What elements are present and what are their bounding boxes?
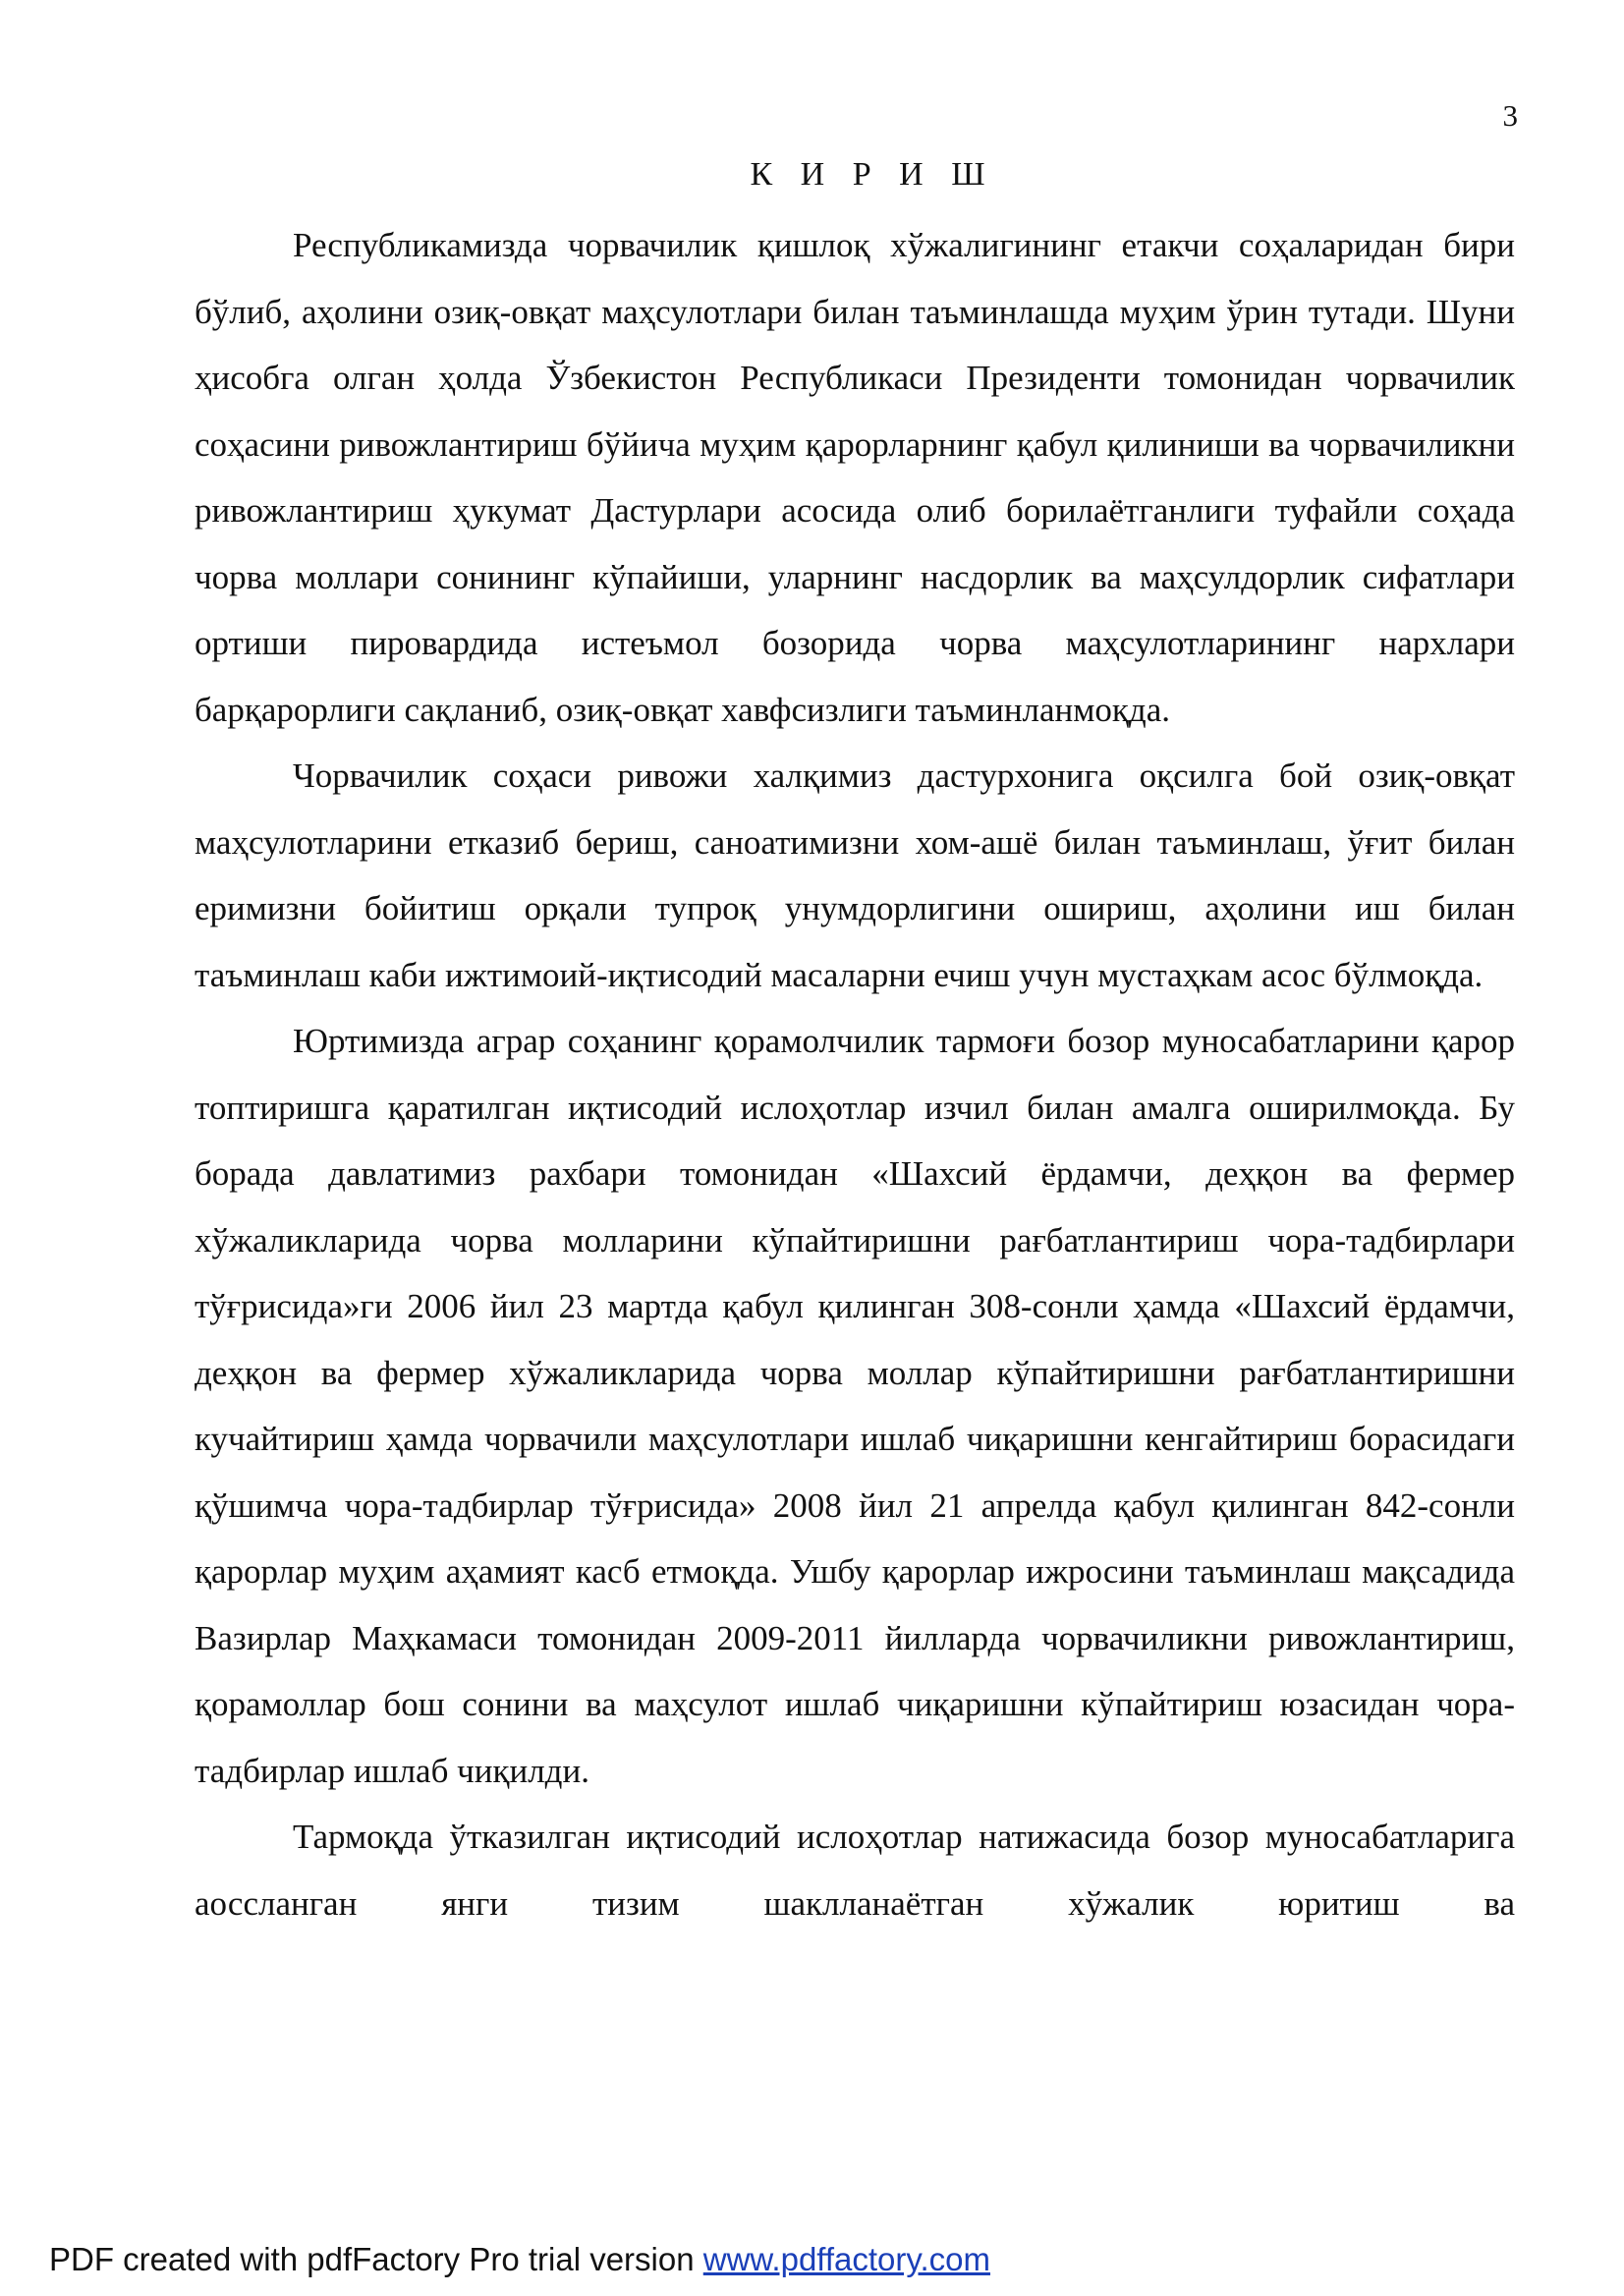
paragraph-reforms: Юртимизда аграр соҳанинг қорамолчилик тармоғи бозор муносабатларини қарор топтиришга қаратилган иқтисодий ислоҳотлар изчил билан амалга оширилмоқда. Бу борада давлатимиз рахбари томонидан «Шахсий ёрдамчи, деҳқон ва фермер хўжаликларида чорва молларини кўпайтиришни рағбатлантириш чора-тадбирлари тўғрисида»ги 2006 йил 23 мартда қабул қилинган 308-сонли ҳамда «Шахсий ёрдамчи, деҳқон ва фермер хўжаликларида чорва моллар кўпайтиришни рағбатлантиришни кучайтириш ҳамда чорвачили маҳсулотлари ишлаб чиқаришни кенгайтириш борасидаги қўшимча чора-тадбирлар тўғрисида» 2008 йил 21 апрелда қабул қилинган 842-сонли қарорлар муҳим аҳамият касб етмоқда. Ушбу қарорлар ижросини таъминлаш мақсадида Вазирлар Маҳкамаси томонидан 2009-2011 йилларда чорвачиликни ривожлантириш, қорамоллар бош сонини ва маҳсулот ишлаб чиқаришни кўпайтириш юзасидан чора-тадбирлар ишлаб чиқилди. xyxy=(195,1022,1515,1790)
paragraph-livestock-development: Чорвачилик соҳаси ривожи халқимиз дастурхонига оқсилга бой озиқ-овқат маҳсулотларини етказиб бериш, саноатимизни хом-ашё билан таъминлаш, ўғит билан еримизни бойитиш орқали тупроқ унумдорлигини ошириш, аҳолини иш билан таъминлаш каби ижтимоий-иқтисодий масаларни ечиш учун мустаҳкам асос бўлмоқда. xyxy=(195,756,1515,994)
paragraph-economic-reforms: Тармоқда ўтказилган иқтисодий ислоҳотлар натижасида бозор муносабатларига аоссланган янги тизим шаклланаётган хўжалик юритиш ва xyxy=(195,1818,1515,1923)
page-number: 3 xyxy=(1502,98,1518,133)
document-body xyxy=(195,147,1515,1936)
pdf-footer xyxy=(49,2240,990,2279)
paragraph-intro: Республикамизда чорвачилик қишлоқ хўжалигининг етакчи соҳаларидан бири бўлиб, аҳолини озиқ-овқат маҳсулотлари билан таъминлашда муҳим ўрин тутади. Шуни ҳисобга олган ҳолда Ўзбекистон Республикаси Президенти томонидан чорвачилик соҳасини ривожлантириш бўйича муҳим қарорларнинг қабул қилиниши ва чорвачиликни ривожлантириш ҳукумат Дастурлари асосида олиб борилаётганлиги туфайли соҳада чорва моллари сонининг кўпайиши, уларнинг насдорлик ва маҳсулдорлик сифатлари ортиши пировардида истеъмол бозорида чорва маҳсулотларининг нархлари барқарорлиги сақланиб, озиқ-овқат хавфсизлиги таъминланмоқда. xyxy=(195,226,1515,729)
footer-link[interactable]: www.pdffactory.com xyxy=(702,2241,990,2277)
footer-text: PDF created with pdfFactory Pro trial version xyxy=(49,2241,703,2277)
section-heading: К И Р И Ш xyxy=(750,156,995,193)
